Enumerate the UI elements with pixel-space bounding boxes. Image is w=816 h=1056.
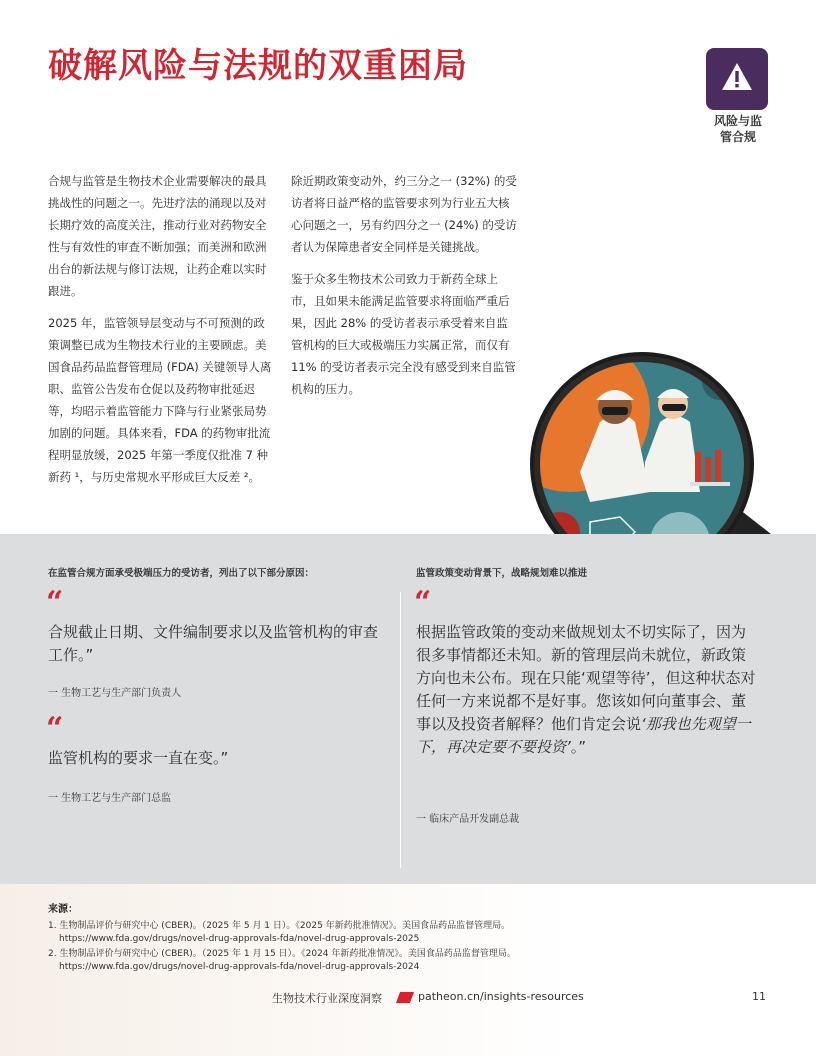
- quote-attribution: 一 临床产品开发副总裁: [416, 814, 520, 825]
- quotes-divider: [400, 592, 401, 868]
- body-paragraph: 2025 年，监管领导层变动与不可预测的政策调整已成为生物技术行业的主要顾虑。美国食品药品监督管理局 (FDA) 关键领导人离职、监管公告发布仓促以及药物审批延迟等，均昭示着监管能力下降与行业紧张局势加剧的问题。具体来看，FDA 的药物审批流程明显放缓，2025 年第一季度仅批准 7 种新药 ¹，与历史常规水平形成巨大反差 ²。: [48, 316, 272, 484]
- category-badge: [706, 48, 768, 110]
- quote-mark-icon: “: [414, 585, 432, 620]
- quote-mark-icon: “: [46, 585, 64, 620]
- footer-link[interactable]: patheon.cn/insights-resources: [418, 990, 584, 1003]
- quote-attribution: 一 生物工艺与生产部门总监: [48, 793, 172, 804]
- quote-mark-icon: “: [46, 711, 64, 746]
- quotes-left-heading: 在监管合规方面承受极端压力的受访者，列出了以下部分原因：: [48, 568, 315, 579]
- source-item: 2. 生物制品评价与研究中心 (CBER)。（2025 年 1 月 15 日）。《2024 年新药批准情况》。美国食品药品监督管理局。 https://www.fda.gov/drugs/novel-drug-approvals-fda/novel-drug-approvals-2024: [48, 948, 768, 974]
- body-paragraph: 合规与监管是生物技术企业需要解决的最具挑战性的问题之一。先进疗法的涌现以及对长期疗效的高度关注，推动行业对药物安全性与有效性的审查不断加强；而美洲和欧洲出台的新法规与修订法规，让药企难以实时跟进。: [48, 174, 267, 298]
- sources-heading: 来源：: [48, 904, 78, 915]
- body-paragraph: 除近期政策变动外，约三分之一 (32%) 的受访者将日益严格的监管要求列为行业五大核心问题之一，另有约四分之一 (24%) 的受访者认为保障患者安全同样是关键挑战。: [291, 174, 517, 254]
- quote-attribution: 一 生物工艺与生产部门负责人: [48, 688, 182, 699]
- page-title: 破解风险与法规的双重困局: [48, 46, 468, 86]
- source-url[interactable]: https://www.fda.gov/drugs/novel-drug-approvals-fda/novel-drug-approvals-2024: [59, 962, 420, 972]
- badge-label: 风险与监 管合规: [713, 114, 762, 144]
- source-item: 1. 生物制品评价与研究中心 (CBER)。（2025 年 5 月 1 日）。《2025 年新药批准情况》。美国食品药品监督管理局。 https://www.fda.gov/drugs/novel-drug-approvals-fda/novel-drug-approvals-2025: [48, 920, 768, 946]
- quote-text: 合规截止日期、文件编制要求以及监管机构的审查工作。”: [48, 623, 379, 664]
- quotes-right-heading: 监管政策变动背景下，战略规划难以推进: [416, 568, 588, 579]
- quote-emphasis: ‘那我也先观望一下，再决定要不要投资’: [416, 715, 751, 756]
- quote-text: 根据监管政策的变动来做规划太不切实际了，因为很多事情都还未知。新的管理层尚未就位，新政策方向也未公布。现在只能‘观望等待’，但这种状态对任何一方来说都不是好事。您该如何向董事会、董事以及投资者解释？他们肯定会说‘那我也先观望一下，再决定要不要投资’。”: [416, 623, 756, 756]
- footer-title: 生物技术行业深度洞察: [272, 992, 382, 1005]
- page-number: 11: [752, 990, 766, 1003]
- warning-icon: [720, 60, 754, 94]
- body-column-1: [48, 170, 276, 498]
- body-paragraph: 鉴于众多生物技术公司致力于新药全球上市，且如果未能满足监管要求将面临严重后果，因此 28% 的受访者表示承受着来自监管机构的巨大或极端压力实属正常，而仅有 11% 的受访者表示完全没有感受到来自监管机构的压力。: [291, 272, 516, 396]
- quote-text: 监管机构的要求一直在变。”: [48, 749, 229, 767]
- source-url[interactable]: https://www.fda.gov/drugs/novel-drug-approvals-fda/novel-drug-approvals-2025: [59, 934, 420, 944]
- body-column-2: [291, 170, 519, 410]
